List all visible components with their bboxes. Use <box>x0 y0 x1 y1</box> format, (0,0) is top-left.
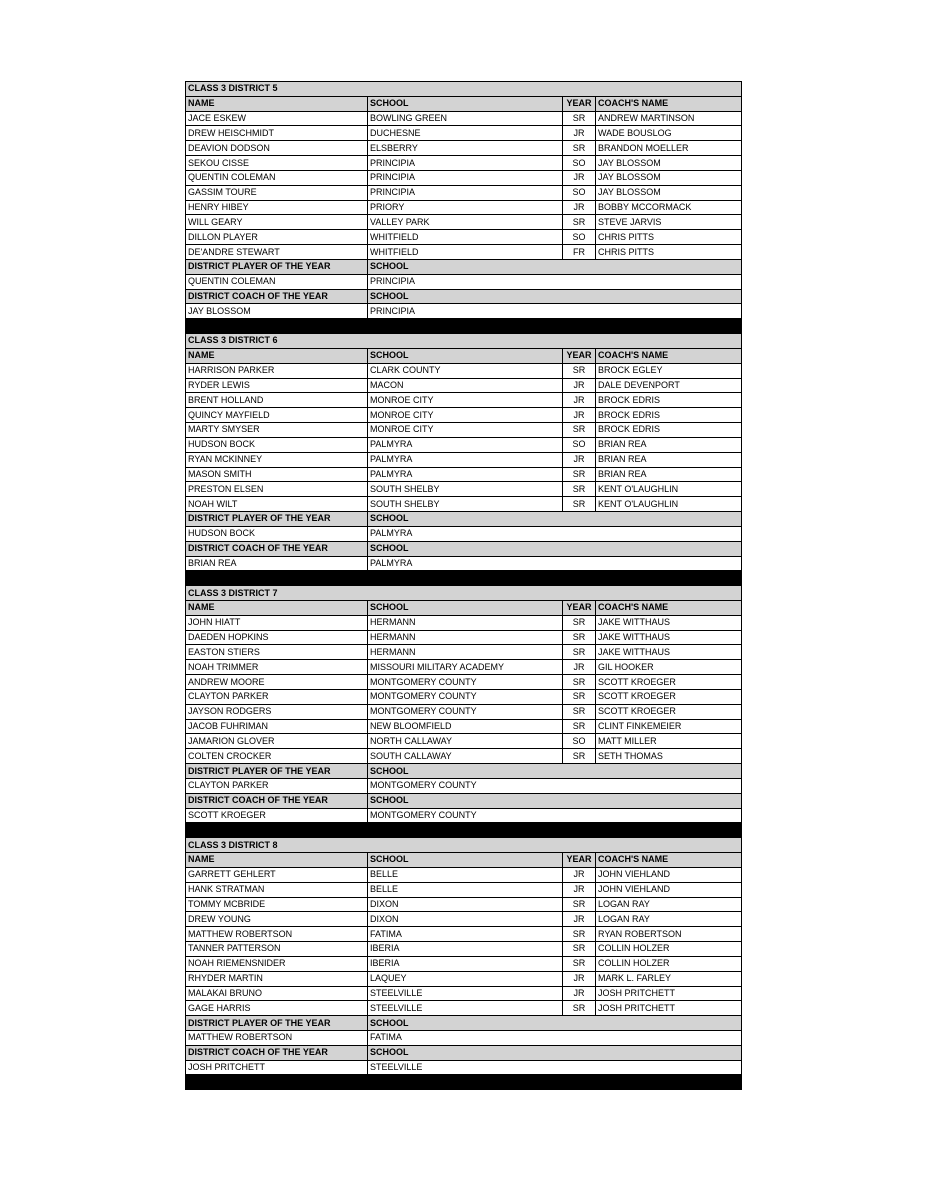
year-cell: SO <box>563 156 596 171</box>
player-name-cell: PRESTON ELSEN <box>186 482 368 497</box>
section-divider <box>186 1075 742 1090</box>
divider-bar <box>186 1075 742 1090</box>
year-cell: JR <box>563 170 596 185</box>
coach-name-cell: LOGAN RAY <box>596 897 742 912</box>
school-cell: ELSBERRY <box>368 141 563 156</box>
player-name-cell: HANK STRATMAN <box>186 882 368 897</box>
year-cell: SO <box>563 185 596 200</box>
table-row <box>186 230 742 245</box>
school-cell: PRINCIPIA <box>368 156 563 171</box>
table-row <box>186 630 742 645</box>
coach-name-cell: COLLIN HOLZER <box>596 956 742 971</box>
year-cell: SR <box>563 719 596 734</box>
table-row <box>186 393 742 408</box>
coach-of-year-school: MONTGOMERY COUNTY <box>368 808 742 823</box>
school-cell: PALMYRA <box>368 467 563 482</box>
coach-name-cell: RYAN ROBERTSON <box>596 927 742 942</box>
coach-of-year-row <box>186 808 742 823</box>
table-row <box>186 927 742 942</box>
player-of-year-header-row <box>186 764 742 779</box>
coach-name-cell: GIL HOOKER <box>596 660 742 675</box>
coach-name-cell: MARK L. FARLEY <box>596 971 742 986</box>
table-row <box>186 363 742 378</box>
coach-name-cell: BROCK EGLEY <box>596 363 742 378</box>
coach-header: COACH'S NAME <box>596 96 742 111</box>
table-row <box>186 1001 742 1016</box>
player-name-cell: JAMARION GLOVER <box>186 734 368 749</box>
table-row <box>186 126 742 141</box>
year-cell: JR <box>563 452 596 467</box>
school-cell: DUCHESNE <box>368 126 563 141</box>
all-district-sheet <box>185 81 741 1090</box>
player-name-cell: BRENT HOLLAND <box>186 393 368 408</box>
player-of-year-school: MONTGOMERY COUNTY <box>368 778 742 793</box>
table-row <box>186 971 742 986</box>
table-row <box>186 452 742 467</box>
school-header: SCHOOL <box>368 541 742 556</box>
coach-name-cell: BRIAN REA <box>596 452 742 467</box>
coach-of-year-school: STEELVILLE <box>368 1060 742 1075</box>
school-cell: STEELVILLE <box>368 1001 563 1016</box>
year-cell: SR <box>563 956 596 971</box>
table-row <box>186 482 742 497</box>
school-cell: MACON <box>368 378 563 393</box>
school-cell: DIXON <box>368 897 563 912</box>
school-cell: LAQUEY <box>368 971 563 986</box>
year-cell: SR <box>563 630 596 645</box>
coach-name-cell: JAKE WITTHAUS <box>596 645 742 660</box>
table-row <box>186 719 742 734</box>
coach-header: COACH'S NAME <box>596 348 742 363</box>
coach-name-cell: JOHN VIEHLAND <box>596 867 742 882</box>
coach-name-cell: BROCK EDRIS <box>596 408 742 423</box>
player-name-cell: MALAKAI BRUNO <box>186 986 368 1001</box>
year-cell: SR <box>563 1001 596 1016</box>
player-of-year-label: DISTRICT PLAYER OF THE YEAR <box>186 764 368 779</box>
player-of-year-name: MATTHEW ROBERTSON <box>186 1031 368 1046</box>
school-cell: SOUTH CALLAWAY <box>368 749 563 764</box>
coach-name-cell: SETH THOMAS <box>596 749 742 764</box>
school-cell: PRIORY <box>368 200 563 215</box>
school-cell: PALMYRA <box>368 452 563 467</box>
coach-name-cell: STEVE JARVIS <box>596 215 742 230</box>
school-cell: HERMANN <box>368 645 563 660</box>
player-of-year-row <box>186 274 742 289</box>
district-title-row <box>186 82 742 97</box>
table-row <box>186 185 742 200</box>
player-name-cell: GAGE HARRIS <box>186 1001 368 1016</box>
school-cell: PRINCIPIA <box>368 185 563 200</box>
year-cell: SR <box>563 927 596 942</box>
school-header: SCHOOL <box>368 96 563 111</box>
table-row <box>186 408 742 423</box>
player-of-year-label: DISTRICT PLAYER OF THE YEAR <box>186 1016 368 1031</box>
table-row <box>186 986 742 1001</box>
column-header-row <box>186 348 742 363</box>
player-name-cell: WILL GEARY <box>186 215 368 230</box>
school-cell: IBERIA <box>368 956 563 971</box>
school-cell: IBERIA <box>368 942 563 957</box>
school-header: SCHOOL <box>368 348 563 363</box>
table-row <box>186 437 742 452</box>
player-name-cell: TOMMY MCBRIDE <box>186 897 368 912</box>
player-name-cell: MASON SMITH <box>186 467 368 482</box>
year-cell: SR <box>563 467 596 482</box>
coach-of-year-school: PALMYRA <box>368 556 742 571</box>
coach-name-cell: LOGAN RAY <box>596 912 742 927</box>
district-title: CLASS 3 DISTRICT 6 <box>186 334 742 349</box>
coach-name-cell: JOHN VIEHLAND <box>596 882 742 897</box>
coach-name-cell: JOSH PRITCHETT <box>596 1001 742 1016</box>
table-row <box>186 867 742 882</box>
name-header: NAME <box>186 348 368 363</box>
column-header-row <box>186 96 742 111</box>
coach-of-year-header-row <box>186 541 742 556</box>
player-of-year-row <box>186 778 742 793</box>
coach-name-cell: JAY BLOSSOM <box>596 156 742 171</box>
player-name-cell: SEKOU CISSE <box>186 156 368 171</box>
school-cell: DIXON <box>368 912 563 927</box>
player-name-cell: MARTY SMYSER <box>186 423 368 438</box>
year-cell: SR <box>563 141 596 156</box>
district-title-row <box>186 334 742 349</box>
coach-name-cell: BROCK EDRIS <box>596 393 742 408</box>
school-cell: HERMANN <box>368 615 563 630</box>
player-name-cell: JAYSON RODGERS <box>186 704 368 719</box>
school-header: SCHOOL <box>368 289 742 304</box>
table-row <box>186 215 742 230</box>
year-cell: JR <box>563 660 596 675</box>
player-name-cell: GARRETT GEHLERT <box>186 867 368 882</box>
coach-of-year-name: JAY BLOSSOM <box>186 304 368 319</box>
coach-name-cell: MATT MILLER <box>596 734 742 749</box>
player-of-year-school: PALMYRA <box>368 526 742 541</box>
school-cell: MONTGOMERY COUNTY <box>368 704 563 719</box>
player-name-cell: DREW HEISCHMIDT <box>186 126 368 141</box>
player-name-cell: ANDREW MOORE <box>186 675 368 690</box>
district-title: CLASS 3 DISTRICT 7 <box>186 586 742 601</box>
section-divider <box>186 319 742 334</box>
district-title: CLASS 3 DISTRICT 5 <box>186 82 742 97</box>
player-name-cell: JACE ESKEW <box>186 111 368 126</box>
coach-name-cell: ANDREW MARTINSON <box>596 111 742 126</box>
school-cell: MONROE CITY <box>368 393 563 408</box>
player-name-cell: DEAVION DODSON <box>186 141 368 156</box>
table-row <box>186 749 742 764</box>
school-cell: MISSOURI MILITARY ACADEMY <box>368 660 563 675</box>
player-of-year-row <box>186 526 742 541</box>
coach-name-cell: BRANDON MOELLER <box>596 141 742 156</box>
school-header: SCHOOL <box>368 793 742 808</box>
year-cell: JR <box>563 126 596 141</box>
table-row <box>186 111 742 126</box>
school-header: SCHOOL <box>368 1045 742 1060</box>
section-divider <box>186 823 742 838</box>
player-name-cell: JOHN HIATT <box>186 615 368 630</box>
player-name-cell: GASSIM TOURE <box>186 185 368 200</box>
player-of-year-header-row <box>186 259 742 274</box>
coach-name-cell: SCOTT KROEGER <box>596 689 742 704</box>
school-cell: NEW BLOOMFIELD <box>368 719 563 734</box>
coach-of-year-label: DISTRICT COACH OF THE YEAR <box>186 541 368 556</box>
year-cell: SR <box>563 689 596 704</box>
school-cell: STEELVILLE <box>368 986 563 1001</box>
coach-name-cell: SCOTT KROEGER <box>596 675 742 690</box>
coach-name-cell: BRIAN REA <box>596 467 742 482</box>
year-cell: SR <box>563 497 596 512</box>
player-of-year-name: HUDSON BOCK <box>186 526 368 541</box>
name-header: NAME <box>186 96 368 111</box>
table-row <box>186 156 742 171</box>
school-header: SCHOOL <box>368 600 563 615</box>
table-row <box>186 497 742 512</box>
table-row <box>186 897 742 912</box>
year-cell: JR <box>563 882 596 897</box>
year-cell: SR <box>563 645 596 660</box>
player-of-year-label: DISTRICT PLAYER OF THE YEAR <box>186 259 368 274</box>
player-name-cell: TANNER PATTERSON <box>186 942 368 957</box>
player-name-cell: NOAH WILT <box>186 497 368 512</box>
player-of-year-school: FATIMA <box>368 1031 742 1046</box>
coach-header: COACH'S NAME <box>596 853 742 868</box>
year-cell: FR <box>563 245 596 260</box>
year-cell: SR <box>563 215 596 230</box>
year-header: YEAR <box>563 96 596 111</box>
year-cell: JR <box>563 986 596 1001</box>
coach-name-cell: JAKE WITTHAUS <box>596 615 742 630</box>
school-cell: PALMYRA <box>368 437 563 452</box>
school-cell: MONTGOMERY COUNTY <box>368 689 563 704</box>
school-header: SCHOOL <box>368 259 742 274</box>
school-cell: BOWLING GREEN <box>368 111 563 126</box>
player-of-year-label: DISTRICT PLAYER OF THE YEAR <box>186 512 368 527</box>
school-cell: SOUTH SHELBY <box>368 497 563 512</box>
coach-of-year-row <box>186 556 742 571</box>
school-cell: WHITFIELD <box>368 245 563 260</box>
table-row <box>186 378 742 393</box>
column-header-row <box>186 853 742 868</box>
school-cell: MONTGOMERY COUNTY <box>368 675 563 690</box>
divider-bar <box>186 571 742 586</box>
coach-of-year-name: JOSH PRITCHETT <box>186 1060 368 1075</box>
player-name-cell: HENRY HIBEY <box>186 200 368 215</box>
coach-name-cell: KENT O'LAUGHLIN <box>596 482 742 497</box>
coach-name-cell: JOSH PRITCHETT <box>596 986 742 1001</box>
player-name-cell: QUINCY MAYFIELD <box>186 408 368 423</box>
coach-of-year-row <box>186 1060 742 1075</box>
school-cell: WHITFIELD <box>368 230 563 245</box>
school-header: SCHOOL <box>368 853 563 868</box>
table-row <box>186 882 742 897</box>
player-of-year-header-row <box>186 512 742 527</box>
year-cell: SR <box>563 363 596 378</box>
coach-of-year-name: BRIAN REA <box>186 556 368 571</box>
coach-name-cell: KENT O'LAUGHLIN <box>596 497 742 512</box>
school-cell: PRINCIPIA <box>368 170 563 185</box>
coach-name-cell: JAKE WITTHAUS <box>596 630 742 645</box>
school-cell: FATIMA <box>368 927 563 942</box>
player-name-cell: HARRISON PARKER <box>186 363 368 378</box>
table-row <box>186 200 742 215</box>
player-name-cell: RYAN MCKINNEY <box>186 452 368 467</box>
player-name-cell: NOAH RIEMENSNIDER <box>186 956 368 971</box>
year-cell: SR <box>563 897 596 912</box>
table-row <box>186 912 742 927</box>
divider-bar <box>186 319 742 334</box>
table-row <box>186 704 742 719</box>
year-cell: SR <box>563 749 596 764</box>
table-row <box>186 942 742 957</box>
school-header: SCHOOL <box>368 512 742 527</box>
coach-name-cell: WADE BOUSLOG <box>596 126 742 141</box>
table-row <box>186 245 742 260</box>
player-name-cell: NOAH TRIMMER <box>186 660 368 675</box>
year-cell: JR <box>563 408 596 423</box>
year-cell: SR <box>563 675 596 690</box>
coach-of-year-header-row <box>186 289 742 304</box>
player-of-year-header-row <box>186 1016 742 1031</box>
year-cell: SR <box>563 942 596 957</box>
coach-name-cell: BOBBY MCCORMACK <box>596 200 742 215</box>
table-row <box>186 675 742 690</box>
year-cell: SR <box>563 111 596 126</box>
school-cell: VALLEY PARK <box>368 215 563 230</box>
table-row <box>186 689 742 704</box>
player-name-cell: DILLON PLAYER <box>186 230 368 245</box>
year-header: YEAR <box>563 853 596 868</box>
school-header: SCHOOL <box>368 764 742 779</box>
coach-of-year-row <box>186 304 742 319</box>
player-name-cell: RYDER LEWIS <box>186 378 368 393</box>
player-name-cell: QUENTIN COLEMAN <box>186 170 368 185</box>
table-row <box>186 423 742 438</box>
table-row <box>186 170 742 185</box>
year-header: YEAR <box>563 600 596 615</box>
name-header: NAME <box>186 853 368 868</box>
year-cell: SR <box>563 482 596 497</box>
school-cell: HERMANN <box>368 630 563 645</box>
school-header: SCHOOL <box>368 1016 742 1031</box>
coach-name-cell: CLINT FINKEMEIER <box>596 719 742 734</box>
school-cell: NORTH CALLAWAY <box>368 734 563 749</box>
year-cell: SO <box>563 437 596 452</box>
school-cell: SOUTH SHELBY <box>368 482 563 497</box>
year-cell: SR <box>563 704 596 719</box>
coach-name-cell: BRIAN REA <box>596 437 742 452</box>
coach-name-cell: COLLIN HOLZER <box>596 942 742 957</box>
year-cell: SR <box>563 423 596 438</box>
player-name-cell: EASTON STIERS <box>186 645 368 660</box>
table-row <box>186 956 742 971</box>
table-row <box>186 734 742 749</box>
name-header: NAME <box>186 600 368 615</box>
year-cell: JR <box>563 867 596 882</box>
player-name-cell: COLTEN CROCKER <box>186 749 368 764</box>
player-name-cell: RHYDER MARTIN <box>186 971 368 986</box>
table-row <box>186 615 742 630</box>
player-of-year-name: CLAYTON PARKER <box>186 778 368 793</box>
district-title: CLASS 3 DISTRICT 8 <box>186 838 742 853</box>
year-cell: JR <box>563 200 596 215</box>
year-header: YEAR <box>563 348 596 363</box>
coach-name-cell: JAY BLOSSOM <box>596 170 742 185</box>
all-district-table <box>185 81 742 1090</box>
district-title-row <box>186 838 742 853</box>
table-row <box>186 141 742 156</box>
coach-name-cell: CHRIS PITTS <box>596 230 742 245</box>
coach-name-cell: JAY BLOSSOM <box>596 185 742 200</box>
table-row <box>186 467 742 482</box>
school-cell: MONROE CITY <box>368 423 563 438</box>
coach-of-year-label: DISTRICT COACH OF THE YEAR <box>186 1045 368 1060</box>
year-cell: JR <box>563 912 596 927</box>
year-cell: SR <box>563 615 596 630</box>
table-row <box>186 660 742 675</box>
player-name-cell: JACOB FUHRIMAN <box>186 719 368 734</box>
player-of-year-name: QUENTIN COLEMAN <box>186 274 368 289</box>
coach-of-year-label: DISTRICT COACH OF THE YEAR <box>186 793 368 808</box>
player-name-cell: MATTHEW ROBERTSON <box>186 927 368 942</box>
year-cell: JR <box>563 378 596 393</box>
coach-name-cell: CHRIS PITTS <box>596 245 742 260</box>
school-cell: MONROE CITY <box>368 408 563 423</box>
school-cell: BELLE <box>368 867 563 882</box>
coach-of-year-header-row <box>186 1045 742 1060</box>
player-name-cell: DAEDEN HOPKINS <box>186 630 368 645</box>
player-name-cell: DREW YOUNG <box>186 912 368 927</box>
coach-of-year-label: DISTRICT COACH OF THE YEAR <box>186 289 368 304</box>
table-row <box>186 645 742 660</box>
coach-header: COACH'S NAME <box>596 600 742 615</box>
player-of-year-row <box>186 1031 742 1046</box>
divider-bar <box>186 823 742 838</box>
coach-name-cell: SCOTT KROEGER <box>596 704 742 719</box>
year-cell: JR <box>563 393 596 408</box>
coach-of-year-header-row <box>186 793 742 808</box>
year-cell: JR <box>563 971 596 986</box>
coach-name-cell: BROCK EDRIS <box>596 423 742 438</box>
year-cell: SO <box>563 734 596 749</box>
coach-name-cell: DALE DEVENPORT <box>596 378 742 393</box>
player-name-cell: DE'ANDRE STEWART <box>186 245 368 260</box>
column-header-row <box>186 600 742 615</box>
player-of-year-school: PRINCIPIA <box>368 274 742 289</box>
player-name-cell: HUDSON BOCK <box>186 437 368 452</box>
school-cell: BELLE <box>368 882 563 897</box>
district-title-row <box>186 586 742 601</box>
year-cell: SO <box>563 230 596 245</box>
section-divider <box>186 571 742 586</box>
player-name-cell: CLAYTON PARKER <box>186 689 368 704</box>
school-cell: CLARK COUNTY <box>368 363 563 378</box>
coach-of-year-name: SCOTT KROEGER <box>186 808 368 823</box>
coach-of-year-school: PRINCIPIA <box>368 304 742 319</box>
